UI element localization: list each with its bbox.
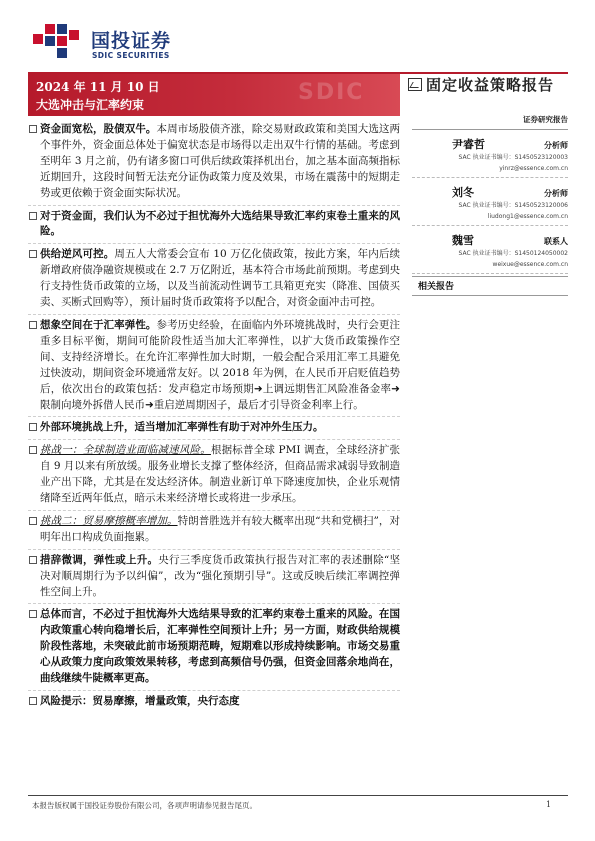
paragraph-separator [28, 603, 400, 604]
logo-en: SDIC SECURITIES [92, 51, 170, 60]
analyst-panel [412, 114, 568, 274]
bullet-box-icon [29, 321, 37, 329]
paragraph-separator [28, 205, 400, 206]
side-header: 证券研究报告 [412, 114, 568, 130]
related-reports-header: 相关报告 [412, 276, 568, 296]
body-paragraph [28, 607, 400, 687]
body-paragraph [28, 122, 400, 202]
paragraph-separator [28, 690, 400, 691]
body-paragraph [28, 553, 400, 601]
title-banner [28, 74, 400, 116]
footer-rule [28, 795, 568, 796]
analyst-license: SAC 执业证书编号：S1450523120003 [458, 154, 568, 161]
analyst-name: 刘冬 [452, 186, 474, 199]
body-paragraph [28, 318, 400, 413]
banner-watermark: SDIC [298, 80, 365, 105]
paragraph-text: 参考历史经验，在面临内外环境挑战时，央行会更注重多目标平衡，期间可能阶段性适当加大汇率弹性，以扩大货币政策操作空间、支持经济增长。在允许汇率弹性加大时期，一般会配合采用汇率工具避免过快波动，期间资金环境通常友好。以 2018 年为例，在人民币开启贬值趋势后，依次出台的政策包括：发声稳定市场预期➜上调远期售汇风险准备金率➜限制向境外拆借人民币➜重启逆周期因子，最后才引导资金利率上行。 [40, 318, 400, 411]
analyst-license: SAC 执业证书编号：S1450523120006 [458, 202, 568, 209]
bullet-box-icon [29, 697, 37, 705]
bullet-box-icon [29, 125, 37, 133]
paragraph-lead: 外部环境挑战上升，适当增加汇率弹性有助于对冲外生压力。 [40, 421, 324, 434]
paragraph-text: 根据标普全球 PMI 调查，全球经济扩张自 9 月以来有所放缓。服务业增长支撑了整体经济，但商品需求减弱导致制造业产出下降，尤其是在发达经济体。制造业新订单下降速度加快，企业乐观情绪降至近两年低点，暗示未来经济增长或将进一步承压。 [40, 444, 401, 505]
analyst-email[interactable]: weixue@essence.com.cn [412, 259, 568, 274]
bullet-box-icon [29, 212, 37, 220]
report-title: 大选冲击与汇率约束 [36, 98, 145, 112]
report-type-label: 固定收益策略报告 [426, 75, 555, 94]
bullet-box-icon [29, 556, 37, 564]
body-paragraph [28, 443, 400, 507]
analyst-role: 联系人 [544, 236, 568, 246]
paragraph-separator [28, 549, 400, 550]
paragraph-lead-underlined: 挑战一：全球制造业面临减速风险。 [40, 444, 211, 457]
body-paragraph [28, 247, 400, 311]
page-number: 1 [546, 800, 552, 809]
bullet-box-icon [29, 610, 37, 618]
paragraph-lead: 想象空间在于汇率弹性。 [40, 318, 157, 331]
paragraph-text: 本周市场股债齐涨，除交易财政政策和美国大选这两个事件外，资金面总体处于偏宽状态是市场得以走出双牛行情的基础。考虑到至明年 3 月之前，仍有诸多窗口可供后续政策择机出台，加之基本面高频指标近期回升，这段时间暂无法充分证伪政策力度及效果，市场在震荡中的短期走势或更依赖于资金面实际状况。 [40, 123, 400, 199]
body-paragraph [28, 420, 400, 436]
paragraph-lead: 供给逆风可控。 [40, 248, 115, 261]
paragraph-text: 特朗普胜选并有较大概率出现“共和党横扫”，对明年出口构成负面拖累。 [40, 514, 400, 543]
report-date: 2024 年 11 月 10 日 [36, 80, 160, 94]
paragraph-lead-underlined: 挑战二：贸易摩擦概率增加。 [40, 514, 178, 527]
logo-cn: 国投证券 [91, 30, 172, 52]
company-logo [33, 24, 193, 64]
body-paragraph [28, 209, 400, 241]
paragraph-separator [28, 416, 400, 417]
paragraph-lead: 风险提示：贸易摩擦，增量政策，央行态度 [40, 695, 240, 707]
analyst-email[interactable]: yinrz@essence.com.cn [412, 163, 568, 178]
analyst-card [412, 134, 568, 178]
paragraph-lead: 总体而言，不必过于担忧海外大选结果导致的汇率约束卷土重来的风险。在国内政策重心转向稳增长后，汇率弹性空间预计上升；另一方面，财政供给规模阶段性落地，未突破此前市场预期范畴，短期难以形成持续影响。市场交易重心从政策力度向政策效果转移，考虑到高频信号仍强，但资金回落余地尚在，曲线继续牛陡概率更高。 [40, 608, 400, 685]
analyst-card [412, 230, 568, 274]
paragraph-separator [28, 439, 400, 440]
analyst-email[interactable]: liudong1@essence.com.cn [412, 211, 568, 226]
analyst-name: 魏雪 [452, 234, 474, 247]
logo-mark-icon [33, 24, 85, 64]
body-paragraph [28, 694, 400, 710]
bullet-box-icon [29, 517, 37, 525]
report-type [408, 74, 554, 94]
analyst-row [412, 182, 568, 200]
analyst-row [412, 134, 568, 152]
paragraph-text: 周五人大常委会宣布 10 万亿化债政策，按此方案，年内后续新增政府债净融资规模或在 2.7 万亿附近，基本符合市场此前预期。考虑到央行支持性货币政策的立场，以及当前流动性调节工具箱更充实（降准、国债买卖、买断式回购等），预计届时货币政策将予以配合，对资金面冲击可控。 [40, 248, 400, 309]
analyst-role: 分析师 [544, 188, 568, 198]
chart-icon [408, 78, 422, 91]
analyst-role: 分析师 [544, 140, 568, 150]
bullet-box-icon [29, 446, 37, 454]
paragraph-separator [28, 314, 400, 315]
main-body [28, 122, 400, 710]
footer-disclaimer: 本报告版权属于国投证券股份有限公司，各项声明请参见报告尾页。 [32, 801, 257, 810]
analyst-row [412, 230, 568, 248]
paragraph-separator [28, 510, 400, 511]
paragraph-text: 央行三季度货币政策执行报告对汇率的表述删除“坚决对顺周期行为予以纠偏”，改为“强化预期引导”。这或反映后续汇率调控弹性空间上升。 [40, 553, 401, 598]
paragraph-lead: 对于资金面，我们认为不必过于担忧海外大选结果导致汇率约束卷土重来的风险。 [40, 209, 400, 238]
analyst-name: 尹睿哲 [452, 138, 485, 151]
analyst-card [412, 182, 568, 226]
bullet-box-icon [29, 423, 37, 431]
paragraph-lead: 措辞微调，弹性或上升。 [40, 553, 159, 566]
paragraph-lead: 资金面宽松，股债双牛。 [40, 123, 157, 135]
analyst-license: SAC 执业证书编号：S1450124050002 [458, 250, 568, 257]
paragraph-separator [28, 243, 400, 244]
bullet-box-icon [29, 250, 37, 258]
body-paragraph [28, 514, 400, 546]
